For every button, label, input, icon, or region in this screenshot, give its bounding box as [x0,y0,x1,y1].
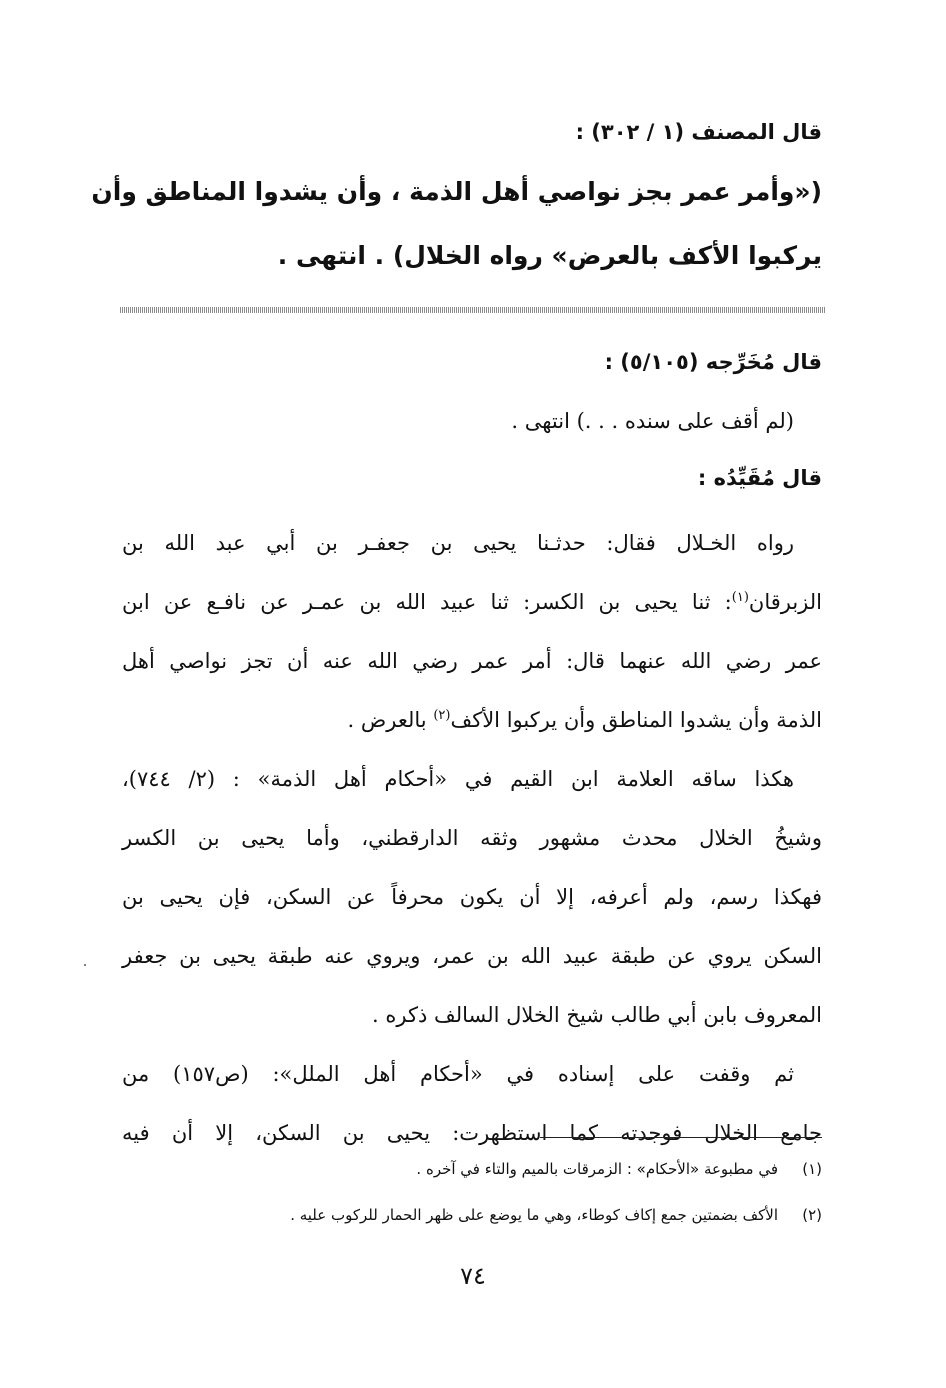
footnote-1 [122,1158,822,1180]
para1-line-4: الذمة وأن يشدوا المناطق وأن يركبوا الأكف$^{(٢)}$ بالعرض . [347,708,822,732]
quote-line-2: يركبوا الأكف بالعرض» رواه الخلال) . انتهى . [277,241,822,270]
footnote-number: (٢) [802,1206,822,1224]
page-number: ٧٤ [460,1262,486,1290]
para1-line-2: الزبرقان$^{(١)}$: ثنا يحيى بن الكسر: ثنا عبيد الله بن عمـر عن نافـع عن ابن [122,590,823,614]
para2-line-4: السكن يروي عن طبقة عبيد الله بن عمر، ويروي عنه طبقة يحيى بن جعفر [122,944,822,968]
para2-line-1: هكذا ساقه العلامة ابن القيم في «أحكام أهل الذمة» : (٢/ ٧٤٤)، [122,767,794,791]
section-heading-commentary: قال مُقَيِّدُه : [697,466,822,490]
footnote-ref-2: (٢) [433,708,451,723]
para3-line-1: ثم وقفت على إسناده في «أحكام أهل الملل»: (ص١٥٧) من [122,1062,794,1086]
para1-line-3: عمر رضي الله عنهما قال: أمر عمر رضي الله عنه أن تجز نواصي أهل [122,649,822,673]
para2-line-5: المعروف بابن أبي طالب شيخ الخلال السالف ذكره . [372,1003,822,1027]
footnote-ref-1: (١) [731,590,749,605]
section-heading-takhrij: قال مُخَرِّجه (٥/١٠٥) : [604,350,822,374]
footnote-text: في مطبوعة «الأحكام» : الزمرقات بالميم والتاء في آخره . [416,1160,778,1178]
section-heading-author: قال المصنف (١ / ٣٠٢) : [575,120,822,144]
quote-line-1: («وأمر عمر بجز نواصي أهل الذمة ، وأن يشدوا المناطق وأن [91,177,822,206]
takhrij-text: (لم أقف على سنده . . .) انتهى . [511,409,794,433]
section-divider [120,307,826,313]
footnote-2 [122,1204,822,1226]
para3-line-2: جامع الخلال فوجدته كما استظهرت: يحيى بن السكن، إلا أن فيه [122,1121,822,1145]
para2-line-3: فهكذا رسم، ولم أعرفه، إلا أن يكون محرفاً عن السكن، فإن يحيى بن [122,885,822,909]
para2-line-2: وشيخُ الخلال محدث مشهور وثقه الدارقطني، وأما يحيى بن الكسر [122,826,823,850]
scan-speck [84,964,86,966]
footnote-number: (١) [802,1160,822,1178]
para1-line-1: رواه الخـلال فقال: حدثـنا يحيى بن جعفـر بن أبي عبد الله بن [122,531,794,555]
footnote-separator [540,1137,822,1138]
commentary-body [122,514,822,1163]
quoted-text [91,160,822,288]
footnote-text: الأكف بضمتين جمع إكاف كوطاء، وهي ما يوضع على ظهر الحمار للركوب عليه . [290,1206,778,1224]
